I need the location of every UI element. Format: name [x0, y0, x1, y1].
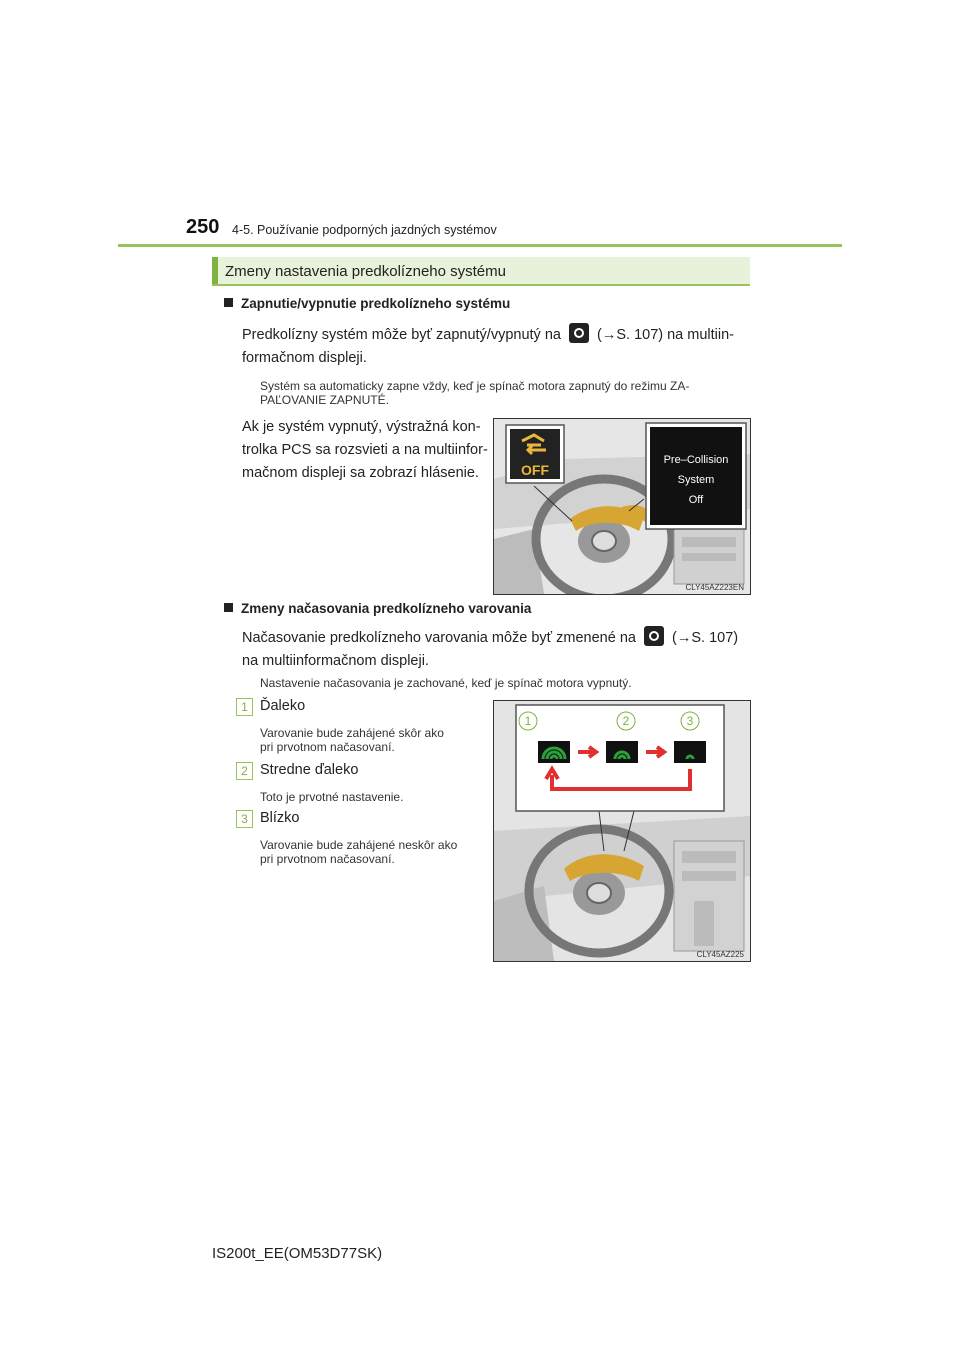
part2-text-a: Načasovanie predkolízneho varovania môže byť zmenené na: [242, 630, 636, 646]
part1-note-line1: Systém sa automaticky zapne vždy, keď je spínač motora zapnutý do režimu ZA-: [260, 379, 690, 393]
subheading-timing-text: Zmeny načasovania predkolízneho varovania: [241, 601, 532, 616]
display-line3: Off: [688, 494, 704, 506]
display-line2: System: [677, 474, 715, 486]
part1-paragraph: [242, 323, 752, 370]
fig-label-3: 3: [686, 714, 694, 728]
option-number-1: 1: [236, 698, 253, 716]
option-desc-near-line2: pri prvotnom načasovaní.: [260, 852, 395, 866]
para-line1: Ak je systém vypnutý, výstražná kon-: [242, 419, 481, 435]
page-number: 250: [186, 216, 220, 238]
section-title: Zmeny nastavenia predkolízneho systému: [225, 263, 506, 280]
fig-label-1: 1: [524, 714, 532, 728]
option-desc-middle: Toto je prvotné nastavenie.: [260, 790, 404, 804]
part2-paragraph: [242, 626, 752, 673]
dashboard-illustration: [494, 419, 750, 594]
part1-text-b: (→S. 107) na multiin-: [597, 327, 735, 343]
option-desc-near-line1: Varovanie bude zahájené neskôr ako: [260, 838, 458, 852]
option-title-near: Blízko: [260, 810, 300, 826]
part2-text-b: (→S. 107): [672, 630, 739, 646]
footer-model: IS200t_EE(OM53D77SK): [212, 1245, 383, 1262]
display-line1: Pre–Collision: [663, 454, 729, 466]
bullet-square-icon: [224, 298, 233, 307]
timing-illustration: [494, 701, 750, 961]
bullet-square-icon: [224, 603, 233, 612]
part2-note: Nastavenie načasovania je zachované, keď je spínač motora vypnutý.: [260, 676, 632, 690]
option-title-far: Ďaleko: [260, 698, 306, 714]
chapter-title: 4-5. Používanie podporných jazdných systémov: [232, 223, 497, 237]
part1-note: [260, 379, 752, 407]
option-desc-far: [260, 726, 482, 754]
section-stripe: [212, 257, 218, 284]
part1-text-c: formačnom displeji.: [242, 350, 367, 366]
para-line2: trolka PCS sa rozsvieti a na multiinfor-: [242, 442, 488, 458]
part1-note-line2: PAĽOVANIE ZAPNUTÉ.: [260, 393, 389, 407]
part1-indicator-paragraph: [242, 416, 490, 485]
para-line3: mačnom displeji sa zobrazí hlásenie.: [242, 465, 479, 481]
figure1-code: CLY45AZ223EN: [685, 583, 744, 592]
figure-pcs-off: [493, 418, 751, 595]
subheading-toggle-text: Zapnutie/vypnutie predkolízneho systému: [241, 296, 511, 311]
option-desc-far-line2: pri prvotnom načasovaní.: [260, 740, 395, 754]
option-desc-far-line1: Varovanie bude zahájené skôr ako: [260, 726, 444, 740]
option-number-2: 2: [236, 762, 253, 780]
option-number-3: 3: [236, 810, 253, 828]
settings-gear-icon: [569, 323, 589, 343]
option-title-middle: Stredne ďaleko: [260, 762, 359, 778]
subheading-timing: [224, 601, 531, 616]
figure2-code: CLY45AZ225: [696, 950, 744, 959]
fig-label-2: 2: [622, 714, 630, 728]
section-heading-bar: [212, 257, 750, 286]
subheading-toggle: [224, 296, 510, 311]
figure-timing: [493, 700, 751, 962]
part2-text-c: na multiinformačnom displeji.: [242, 653, 429, 669]
part1-text-a: Predkolízny systém môže byť zapnutý/vypnutý na: [242, 327, 561, 343]
header-rule: [118, 244, 842, 247]
option-desc-near: [260, 838, 482, 866]
indicator-off-label: OFF: [521, 462, 549, 478]
settings-gear-icon: [644, 626, 664, 646]
